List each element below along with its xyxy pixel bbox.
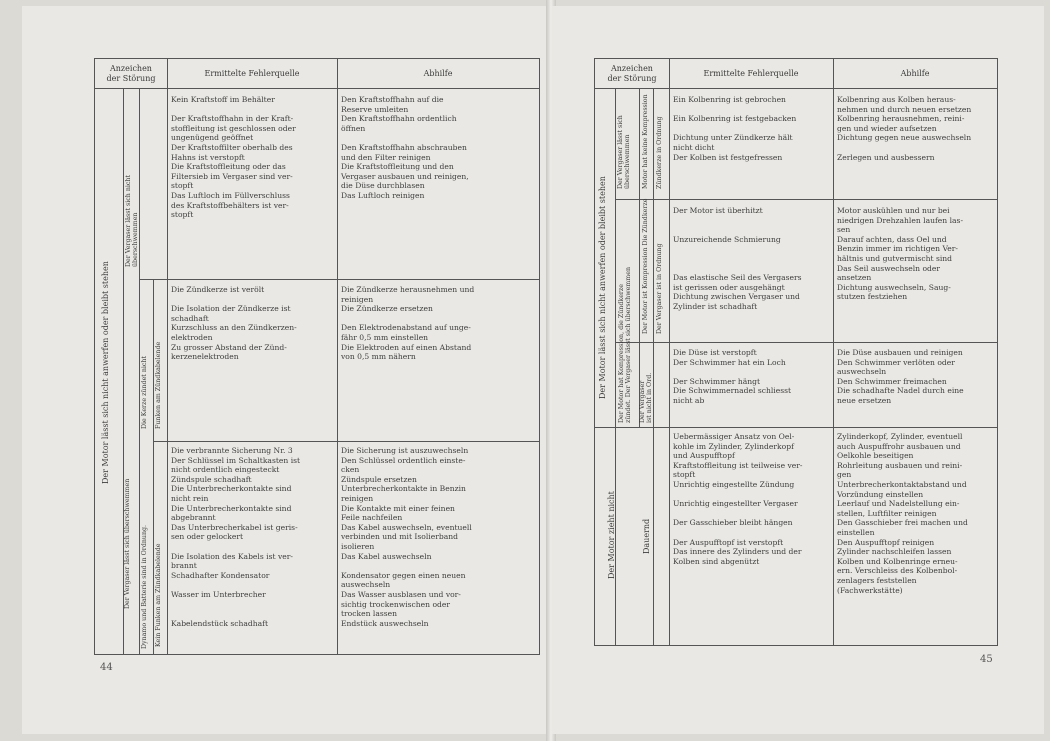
group-dauernd-label: Dauernd [642, 518, 651, 554]
group-vergaser-label: Der Vergaser lässt sich überschwemmen [617, 115, 632, 189]
remedy-cell: Die Zündkerze herausnehmen und reinigen Die Zündkerze ersetzen Den Elektrodenabstand auf unge- fähr 0,5 mm einstellen Die Elektroden auf einen Abstand von 0,5 mm nähern [341, 285, 475, 362]
remedy-cell: Den Kraftstoffhahn auf die Reserve umleiten Den Kraftstoffhahn ordentlich öffnen Den Kraftstoffhahn abschrauben und den Filter reinigen Die Kraftstoffleitung und den Vergaser ausbauen und reinigen, die Düse durchblasen Das Luftloch reinigen [341, 95, 469, 200]
group-kerze2-label: Die Kerze zündet nicht [141, 355, 148, 429]
remedy-cell: Kolbenring aus Kolben heraus- nehmen und durch neuen ersetzen Kolbenring herausnehmen, reini- gen und wieder aufsetzen Dichtung gegen neue auswechseln Zerlegen und ausbessern [837, 95, 972, 162]
cause-cell: Der Motor ist überhitzt Unzureichende Schmierung Das elastische Seil des Vergasers ist gerissen oder ausgehängt Dichtung zwischen Vergaser und Zylinder ist schadhaft [673, 206, 802, 311]
cause-cell: Die Zündkerze ist verölt Die Isolation der Zündkerze ist schadhaft Kurzschluss an den Zündkerzen- elektroden Zu grosser Abstand der Zünd- kerzenelektroden [171, 285, 297, 362]
cause-cell: Kein Kraftstoff im Behälter Der Kraftstoffhahn in der Kraft- stoffleitung ist geschlossen oder ungenügend geöffnet Der Kraftstoffilter oberhalb des Hahns ist verstopft Die Kraftstoffleitung oder das Filtersieb im Vergaser sind ver- stopft Das Luftloch im Füllverschluss des Kraftstoffbehälters ist ver- stopft [171, 95, 296, 220]
group-kein-funken-label: Kein Funken am Zündkabelende [155, 543, 162, 647]
group-vergaser-label: Der Vergaser lässt sich nicht überschwemmen [125, 174, 140, 267]
header-cause: Ermittelte Fehlerquelle [167, 59, 337, 89]
right-troubleshooting-table [594, 58, 998, 646]
cause-cell: Die verbrannte Sicherung Nr. 3 Der Schlüssel im Schaltkasten ist nicht ordentlich eingesteckt Zündspule schadhaft Die Unterbrecherkontakte sind nicht rein Die Unterbrecherkontakte sind abgebrannt Das Unterbrecherkabel ist geris- sen oder gelockert Die Isolation des Kabels ist ver- brannt Schadhafter Kondensator Wasser im Unterbrecher Kabelendstück schadhaft [171, 446, 301, 628]
sub-3a-label: Der Motor hat Kompression, die Zündkerze zündet. Der Vergaser lässt sich überschwemmen [618, 266, 633, 423]
header-cause: Ermittelte Fehlerquelle [669, 59, 833, 89]
header-symptom: Anzeichen der Störung [95, 59, 167, 89]
group-dynamo-label: Dynamo und Batterie sind in Ordnung. [141, 524, 148, 649]
right-page [552, 6, 1044, 734]
group-zieht-label: Der Motor zieht nicht [607, 491, 616, 579]
remedy-cell: Die Sicherung ist auszuwechseln Den Schlüssel ordentlich einste- cken Zündspule ersetzen Unterbrecherkontakte in Benzin reinigen Die Kontakte mit einer feinen Feile nachfeilen Das Kabel auswechseln, eventuell verbinden und mit Isolierband isolieren Das Kabel auswechseln Kondensator gegen einen neuen auswechseln Das Wasser ausblasen und vor- sichtig trockenwischen oder trocken lassen Endstück auswechseln [341, 446, 472, 628]
sub-2b-label: Der Vergaser ist in Ordnung [656, 243, 663, 334]
sub-2a-label: Der Motor ist Kompression Die Zündkerze [642, 198, 649, 334]
header-symptom: Anzeichen der Störung [595, 59, 669, 89]
remedy-cell: Die Düse ausbauen und reinigen Den Schwimmer verlöten oder auswechseln Den Schwimmer freimachen Die schadhafte Nadel durch eine neue ersetzen [837, 348, 964, 405]
remedy-cell: Motor auskühlen und nur bei niedrigen Drehzahlen laufen las- sen Darauf achten, dass Oel und Benzin immer im richtigen Ver- hältnis und gutvermischt sind Das Seil auswechseln oder ansetzen Dichtung auswechseln, Saug- stutzen festziehen [837, 206, 964, 302]
sub-3b-label: Der Vergaser ist nicht in Ord. [639, 372, 654, 423]
page-number: 44 [100, 662, 113, 673]
sub-1a-label: Motor hat keine Kompression [642, 94, 649, 189]
cause-cell: Die Düse ist verstopft Der Schwimmer hat ein Loch Der Schwimmer hängt Die Schwimmernadel schliesst nicht ab [673, 348, 792, 405]
group-main-label: Der Motor lässt sich nicht anwerfen oder bleibt stehen [598, 176, 607, 399]
group-funken-label: Funken am Zündkabelende [155, 341, 162, 429]
page-number: 45 [980, 654, 993, 665]
group-main-label: Der Motor lässt sich nicht anwerfen oder bleibt stehen [101, 261, 110, 484]
cause-cell: Ein Kolbenring ist gebrochen Ein Kolbenring ist festgebacken Dichtung unter Zündkerze hält nicht dicht Der Kolben ist festgefressen [673, 95, 797, 162]
remedy-cell: Zylinderkopf, Zylinder, eventuell auch Auspuffrohr ausbauen und Oelkohle beseitigen Rohrleitung ausbauen und reini- gen Unterbrecherkontaktabstand und Vorzündung einstellen Leerlauf und Nadelstellung ein- stellen, Luftfilter reinigen Den Gasschieber frei machen und einstellen Den Auspufftopf reinigen Zylinder nachschleifen lassen Kolben und Kolbenringe erneu- ern. Verschleiss des Kolbenbol- zenlagers feststellen (Fachwerkstätte) [837, 432, 968, 595]
cause-cell: Uebermässiger Ansatz von Oel- kohle im Zylinder, Zylinderkopf und Auspufftopf Kraftstoffleitung ist teilweise ver- stopft Unrichtig eingestellte Zündung Unrichtig eingestellter Vergaser Der Gasschieber bleibt hängen Der Auspufftopf ist verstopft Das innere des Zylinders und der Kolben sind abgenützt [673, 432, 803, 566]
left-troubleshooting-table [94, 58, 540, 655]
group-kerze-label: Der Vergaser lässt sich überschwemmen [124, 478, 131, 609]
sub-1b-label: Zündkerze in Ordnung [656, 116, 663, 189]
header-remedy: Abhilfe [337, 59, 539, 89]
left-page [22, 6, 550, 734]
header-remedy: Abhilfe [833, 59, 997, 89]
